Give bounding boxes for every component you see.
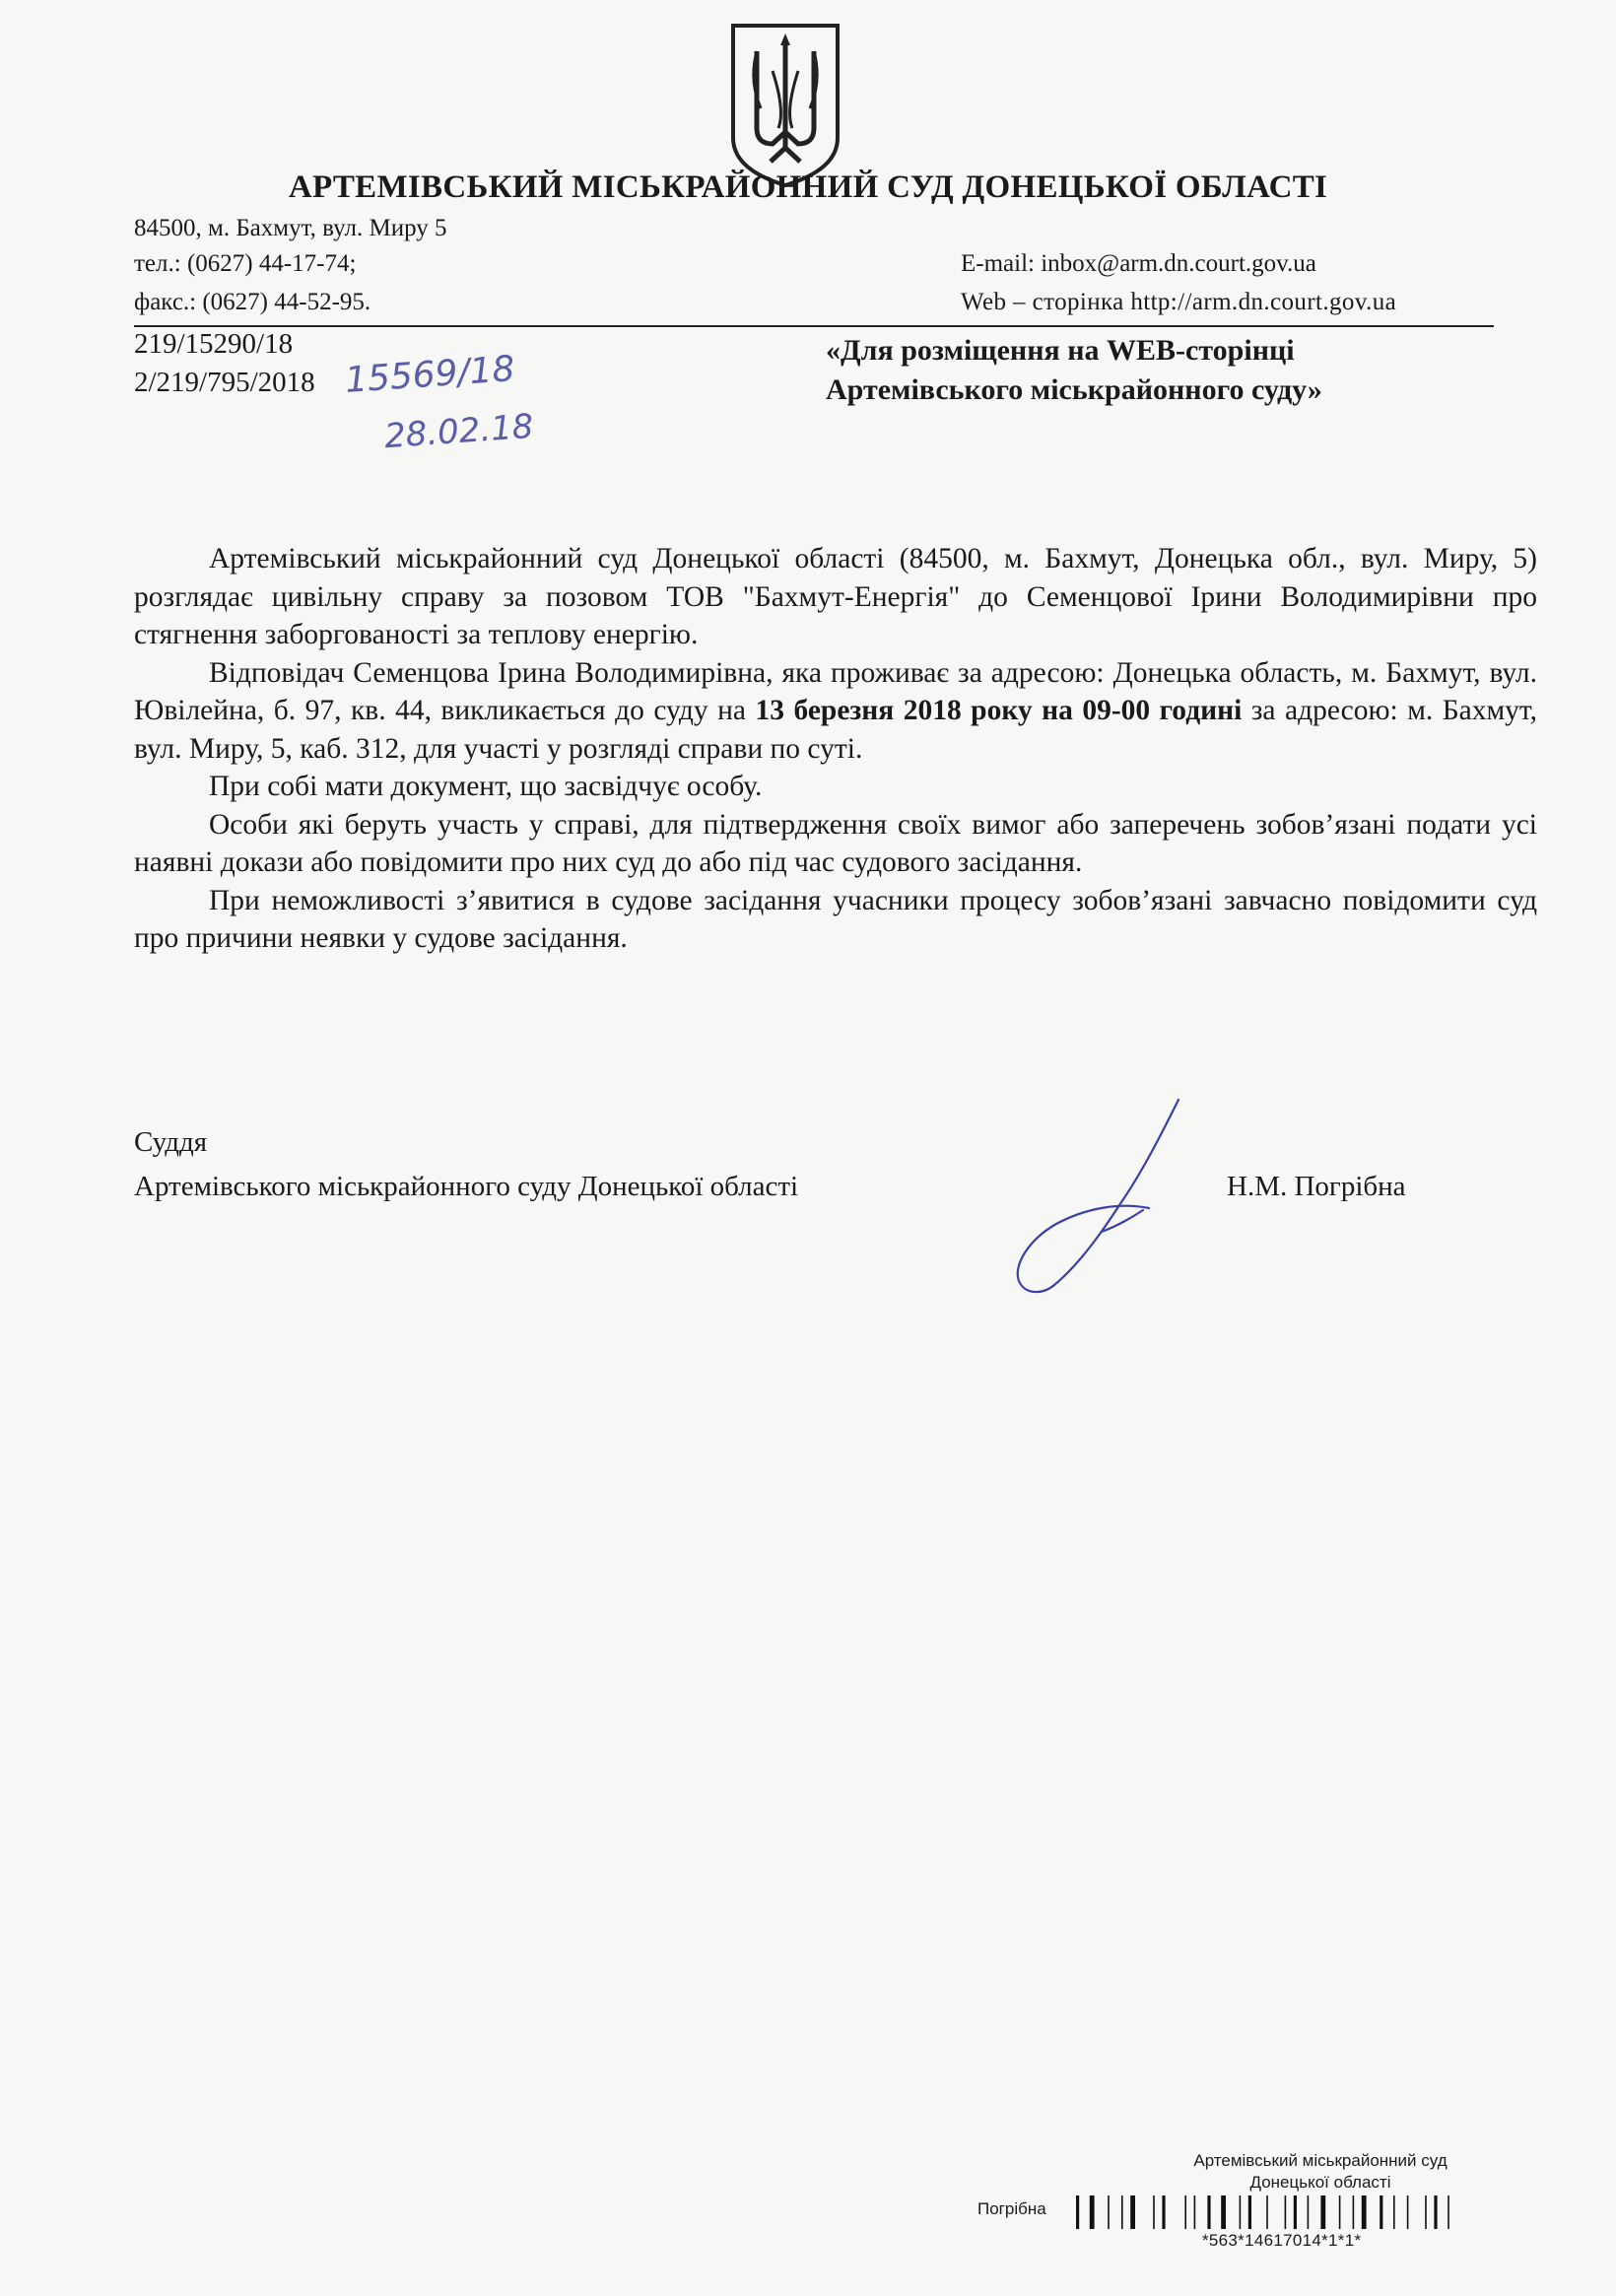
stamp-court-line: Артемівський міськрайонний суд — [1193, 2151, 1448, 2170]
court-email: E-mail: inbox@arm.dn.court.gov.ua — [961, 250, 1316, 277]
signatory-name: Н.М. Погрібна — [1227, 1171, 1406, 1202]
stamp-signer: Погрібна — [977, 2199, 1046, 2218]
signatory-role: Суддя — [134, 1126, 208, 1158]
court-website: Web – сторінка http://arm.dn.court.gov.ua — [961, 289, 1397, 315]
court-phone: тел.: (0627) 44-17-74; — [134, 250, 357, 277]
registry-stamp — [1113, 2150, 1527, 2194]
body-paragraph: Артемівський міськрайонний суд Донецької області (84500, м. Бахмут, Донецька обл., вул. Миру, 5) розглядає цивільну справу за позовом ТОВ "Бахмут-Енергія" до Семенцової Ірини Володимирівни про стягнення заборгованості за теплову енергію. — [134, 543, 1537, 650]
handwritten-date: 28.02.18 — [382, 406, 535, 457]
coat-of-arms-icon — [727, 22, 843, 189]
letter-body — [134, 540, 1537, 958]
web-note-line: Артемівського міськрайонного суду» — [826, 373, 1322, 406]
court-address: 84500, м. Бахмут, вул. Миру 5 — [134, 215, 447, 241]
hearing-date: 13 березня 2018 року на 09-00 годині — [755, 695, 1243, 726]
web-note-line: «Для розміщення на WEB-сторінці — [826, 334, 1295, 367]
barcode-icon — [1076, 2195, 1539, 2231]
handwritten-signature — [995, 1092, 1192, 1299]
proceeding-number: 2/219/795/2018 — [134, 367, 315, 398]
handwritten-outgoing-number: 15569/18 — [343, 349, 516, 401]
court-title: АРТЕМІВСЬКИЙ МІСЬКРАЙОННИЙ СУД ДОНЕЦЬКОЇ ОБЛАСТІ — [288, 169, 1328, 205]
body-paragraph — [134, 654, 1537, 769]
barcode-number: *563*14617014*1*1* — [1202, 2231, 1362, 2250]
body-paragraph: При собі мати документ, що засвідчує особу. — [209, 771, 763, 802]
signatory-organization: Артемівського міськрайонного суду Донецької області — [134, 1171, 799, 1202]
stamp-court-line: Донецької області — [1249, 2173, 1391, 2192]
body-paragraph: Особи які беруть участь у справі, для підтвердження своїх вимог або заперечень зобов’язані подати усі наявні докази або повідомити про них суд до або під час судового засідання. — [134, 808, 1537, 878]
web-publication-note — [826, 331, 1515, 410]
header-divider — [134, 325, 1494, 327]
court-fax: факс.: (0627) 44-52-95. — [134, 289, 371, 315]
case-number: 219/15290/18 — [134, 328, 294, 360]
body-paragraph: При неможливості з’явитися в судове засідання учасники процесу зобов’язані завчасно повідомити суд про причини неявки у судове засідання. — [134, 884, 1537, 954]
body-text-span: за адресою: м. Бахмут, вул. Миру, 5, каб. 312, для участі у розгляді справи по суті. — [134, 695, 1537, 765]
body-text-span: Відповідач Семенцова Ірина Володимирівна, яка проживає за адресою: Донецька область, м. Бахмут, вул. Ювілейна, б. 97, кв. 44, викликається до суду на — [134, 656, 1537, 726]
